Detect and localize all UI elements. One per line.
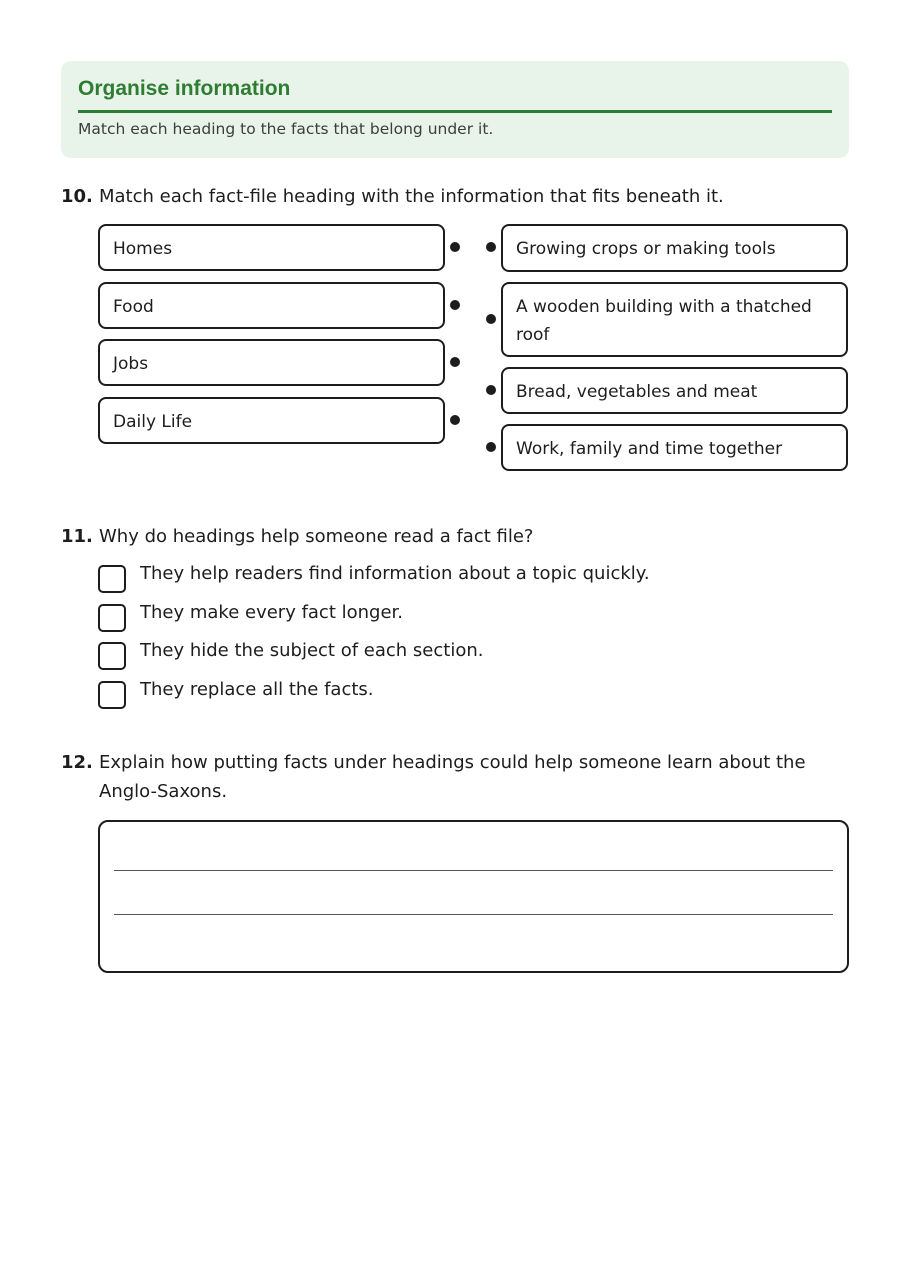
writing-line [114,870,833,871]
banner-subtitle: Match each heading to the facts that belong under it. [78,120,494,138]
match-dot-left[interactable] [450,415,460,425]
heading-box-jobs: Jobs [98,339,445,386]
fact-box-bread-veg-meat: Bread, vegetables and meat [501,367,848,414]
question-10 [61,182,724,211]
fact-box-crops-tools: Growing crops or making tools [501,224,848,272]
section-banner [61,61,849,158]
question-text: Explain how putting facts under headings could help someone learn about the Anglo-Saxons. [99,752,806,802]
writing-line [114,914,833,915]
question-number: 12. [61,752,93,773]
answer-box[interactable] [98,820,849,973]
option-checkbox[interactable] [98,565,126,593]
match-dot-left[interactable] [450,300,460,310]
match-dot-right[interactable] [486,442,496,452]
question-11 [61,522,534,551]
banner-divider [78,110,832,113]
option-label: They make every fact longer. [140,602,404,623]
match-dot-left[interactable] [450,242,460,252]
banner-title: Organise information [78,77,291,100]
question-text: Why do headings help someone read a fact file? [99,526,534,547]
option-label: They hide the subject of each section. [140,640,484,661]
option-checkbox[interactable] [98,642,126,670]
match-dot-right[interactable] [486,385,496,395]
heading-box-daily-life: Daily Life [98,397,445,444]
option-label: They replace all the facts. [140,679,374,700]
question-text: Match each fact-file heading with the information that fits beneath it. [99,186,724,207]
option-label: They help readers find information about a topic quickly. [140,563,650,584]
match-dot-left[interactable] [450,357,460,367]
fact-box-wooden-building: A wooden building with a thatched roof [501,282,848,357]
question-number: 10. [61,186,93,207]
option-checkbox[interactable] [98,604,126,632]
question-number: 11. [61,526,93,547]
fact-box-work-family: Work, family and time together [501,424,848,471]
match-dot-right[interactable] [486,314,496,324]
heading-box-food: Food [98,282,445,329]
match-dot-right[interactable] [486,242,496,252]
question-12 [61,748,806,802]
option-checkbox[interactable] [98,681,126,709]
heading-box-homes: Homes [98,224,445,271]
